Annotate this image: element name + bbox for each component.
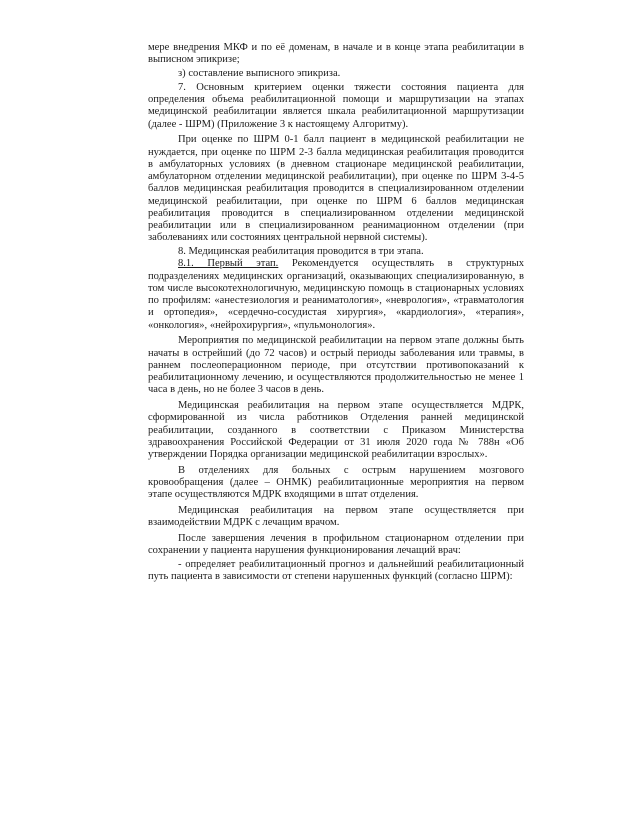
document-page [148, 42, 524, 584]
paragraph-item-8-1 [148, 258, 524, 332]
paragraph-prognosis-item: - определяет реабилитационный прогноз и дальнейший реабилитационный путь пациента в зависимости от степени нарушенных функций (согласно ШРМ): [148, 559, 524, 583]
paragraph-item-8: 8. Медицинская реабилитация проводится в три этапа. [178, 246, 424, 257]
paragraph-continuation: мере внедрения МКФ и по её доменам, в начале и в конце этапа реабилитации в выписном эпикризе; [148, 42, 524, 66]
paragraph-first-stage-timing: Мероприятия по медицинской реабилитации на первом этапе должны быть начаты в острейший (до 72 часов) и острый периоды заболевания или травмы, в раннем послеоперационном периоде, при отсутствии противопоказаний к реабилитационному лечению, и осуществляются продолжительностью не менее 1 часа в день, но не более 3 часов в день. [148, 335, 524, 396]
paragraph-item-7: 7. Основным критерием оценки тяжести состояния пациента для определения объема реабилитационной помощи и маршрутизации на этапах медицинской реабилитации является шкала реабилитационной маршрутизации (далее - ШРМ) (Приложение 3 к настоящему Алгоритму). [148, 81, 524, 130]
first-stage-heading: 8.1. Первый этап. [178, 258, 279, 270]
paragraph-shrm-scores: При оценке по ШРМ 0-1 балл пациент в медицинской реабилитации не нуждается, при оценке по ШРМ 2-3 балла медицинская реабилитация проводится в амбулаторных условиях (в дневном стационаре медицинской реабилитации, амбулаторном отделении медицинской реабилитации), при оценке по ШРМ 3-4-5 баллов медицинская реабилитация проводится в специализированном отделении медицинской реабилитации, при оценке по ШРМ 6 баллов медицинская реабилитация проводится в специализированном отделении медицинской реабилитации или в специализированном реанимационном отделении (при заболеваниях или состояниях центральной нервной системы). [148, 134, 524, 244]
paragraph-onmk-departments: В отделениях для больных с острым нарушением мозгового кровообращения (далее – ОНМК) реабилитационные мероприятия на первом этапе осуществляются МДРК входящими в штат отделения. [148, 464, 524, 501]
paragraph-mdrk-formation: Медицинская реабилитация на первом этапе осуществляется МДРК, сформированной из числа работников Отделения ранней медицинской реабилитации, созданного в соответствии с Приказом Министерства здравоохранения Российской Федерации от 31 июля 2020 года № 788н «Об утверждении Порядка организации медицинской реабилитации взрослых». [148, 400, 524, 460]
first-stage-text: Рекомендуется осуществлять в структурных подразделениях медицинских организаций, оказывающих специализированную, в том числе высокотехнологичную, медицинскую помощь в стационарных условиях по профилям: «анестезиология и реаниматология», «неврология», «травматология и ортопедия», «сердечно-сосудистая хирургия», «кардиология», «терапия», «онкология», «нейрохирургия», «пульмонология». [148, 258, 524, 331]
paragraph-after-treatment: После завершения лечения в профильном стационарном отделении при сохранении у пациента нарушения функционирования лечащий врач: [148, 533, 524, 557]
paragraph-list-item-z: з) составление выписного эпикриза. [178, 68, 341, 79]
paragraph-mdrk-interaction: Медицинская реабилитация на первом этапе осуществляется при взаимодействии МДРК с лечащим врачом. [148, 505, 524, 529]
